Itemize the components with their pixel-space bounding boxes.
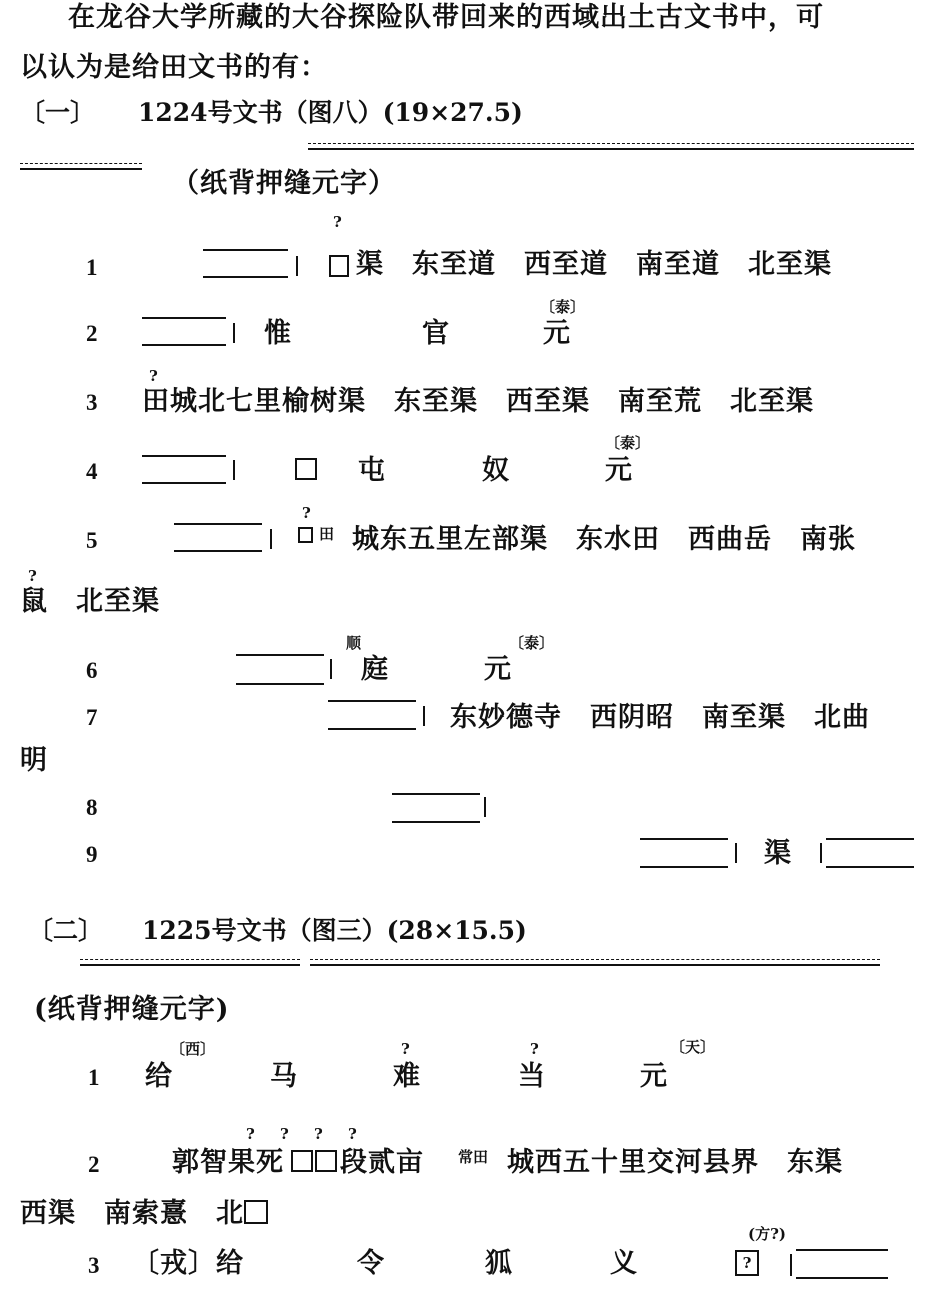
missing-char-box <box>244 1200 268 1224</box>
uncertain-mark: ? <box>302 504 311 522</box>
intro-line-1: 在龙谷大学所藏的大谷探险队带回来的西域出土古文书中，可 <box>68 2 824 33</box>
doc2-row1-annotation-e: 〔天〕 <box>670 1038 716 1056</box>
uncertain-mark: ? <box>28 567 37 585</box>
doc1-row6-number: 6 <box>86 658 98 683</box>
doc2-rule-left <box>80 959 300 966</box>
doc1-top-rule <box>308 143 914 150</box>
doc2-row2-small-text: 常田 <box>458 1148 489 1166</box>
doc2-title: 1225号文书（图三）(28×15.5) <box>142 916 527 945</box>
uncertain-mark: ? <box>742 1254 752 1272</box>
doc2-row1-char-a: 给 <box>145 1061 173 1092</box>
doc1-row9-text: 渠 <box>764 838 792 869</box>
doc1-row4-char-b: 奴 <box>482 455 510 486</box>
edge-mark <box>484 797 486 817</box>
doc1-row4-char-a: 屯 <box>358 455 386 486</box>
lacuna <box>142 317 226 346</box>
doc2-row1-char-c: 难 <box>393 1061 421 1092</box>
lacuna <box>203 249 288 278</box>
doc2-row2-text-2: 段贰亩 <box>340 1147 424 1178</box>
uncertain-char-box <box>735 1250 759 1276</box>
doc1-row4-annotation: 〔泰〕 <box>605 434 651 452</box>
doc1-row4-char-c: 元 <box>605 455 633 486</box>
edge-mark <box>233 460 235 480</box>
doc2-row1-annotation-a: 〔西〕 <box>170 1040 216 1058</box>
edge-mark <box>423 706 425 726</box>
doc2-row2-number: 2 <box>88 1152 100 1177</box>
doc2-row1-char-e: 元 <box>640 1061 668 1092</box>
edge-mark <box>330 659 332 679</box>
uncertain-mark: ? <box>530 1040 539 1058</box>
missing-char-box <box>315 1150 337 1172</box>
doc1-row6-annotation-2: 〔泰〕 <box>509 634 555 652</box>
lacuna <box>174 523 262 552</box>
lacuna <box>826 838 914 868</box>
doc2-row3-char-a: 〔戎〕给 <box>132 1248 244 1279</box>
doc2-row1-char-b: 马 <box>270 1061 298 1092</box>
doc1-row7-continuation: 明 <box>20 745 48 776</box>
doc1-row2-annotation: 〔泰〕 <box>540 298 586 316</box>
doc1-row2-char-a: 惟 <box>264 318 292 349</box>
doc2-row3-annotation: (方?) <box>748 1225 786 1243</box>
doc2-row2-continuation: 西渠 南索憙 北 <box>20 1198 244 1229</box>
uncertain-mark: ? <box>401 1040 410 1058</box>
doc1-row3-number: 3 <box>86 390 98 415</box>
doc1-left-rule <box>20 163 142 170</box>
lacuna <box>640 838 728 868</box>
doc1-title: 1224号文书（图八）(19×27.5) <box>138 98 523 127</box>
edge-mark <box>270 529 272 549</box>
edge-mark <box>233 323 235 343</box>
doc1-mark: 〔一〕 <box>20 98 96 127</box>
lacuna <box>236 654 324 685</box>
doc1-row5-number: 5 <box>86 528 98 553</box>
doc1-row5-continuation: 鼠 北至渠 <box>20 586 160 617</box>
doc2-row1-number: 1 <box>88 1065 100 1090</box>
missing-char-box <box>329 255 349 277</box>
doc2-row3-char-d: 义 <box>610 1248 638 1279</box>
doc1-row6-char-c: 元 <box>484 654 512 685</box>
doc1-row6-char-a: 庭 <box>361 654 389 685</box>
doc1-row2-char-c: 元 <box>543 318 571 349</box>
doc2-row3-number: 3 <box>88 1253 100 1278</box>
doc1-row1-text: 渠 东至道 西至道 南至道 北至渠 <box>356 249 832 280</box>
doc2-row1-char-d: 当 <box>518 1061 546 1092</box>
doc1-row7-text: 东妙德寺 西阴昭 南至渠 北曲 <box>450 702 870 733</box>
doc2-rule-right <box>310 959 880 966</box>
doc2-row2-text-3: 城西五十里交河县界 东渠 <box>507 1147 843 1178</box>
lacuna <box>796 1249 888 1279</box>
uncertain-marks: ? ? ? ? <box>246 1125 367 1143</box>
doc1-row2-number: 2 <box>86 321 98 346</box>
edge-mark <box>790 1254 792 1276</box>
missing-char-box <box>291 1150 313 1172</box>
doc2-row3-char-c: 狐 <box>485 1248 513 1279</box>
doc1-row5-small-char: 田 <box>319 525 335 543</box>
doc2-back-note: (纸背押缝元字) <box>34 994 230 1025</box>
lacuna <box>328 700 416 730</box>
lacuna <box>142 455 226 484</box>
missing-char-box <box>295 458 317 480</box>
uncertain-mark: ? <box>149 367 158 385</box>
doc1-row8-number: 8 <box>86 795 98 820</box>
doc2-mark: 〔二〕 <box>28 916 104 945</box>
doc1-row3-text: 田城北七里榆树渠 东至渠 西至渠 南至荒 北至渠 <box>142 386 814 417</box>
doc1-row1-number: 1 <box>86 255 98 280</box>
uncertain-mark: ? <box>333 213 342 231</box>
edge-mark <box>735 843 737 863</box>
edge-mark <box>820 843 822 863</box>
lacuna <box>392 793 480 823</box>
doc2-row2-text-1: 郭智果死 <box>172 1147 284 1178</box>
doc1-row7-number: 7 <box>86 705 98 730</box>
doc1-row9-number: 9 <box>86 842 98 867</box>
doc1-back-note: （纸背押缝元字） <box>172 168 396 199</box>
doc1-row5-text: 城东五里左部渠 东水田 西曲岳 南张 <box>352 524 856 555</box>
missing-char-box <box>298 527 313 543</box>
doc1-row2-char-b: 官 <box>422 318 450 349</box>
intro-line-2: 以认为是给田文书的有： <box>20 52 328 83</box>
doc1-row4-number: 4 <box>86 459 98 484</box>
edge-mark <box>296 256 298 276</box>
doc2-row3-char-b: 令 <box>357 1248 385 1279</box>
doc1-row6-annotation-1: 顺 <box>346 634 362 652</box>
